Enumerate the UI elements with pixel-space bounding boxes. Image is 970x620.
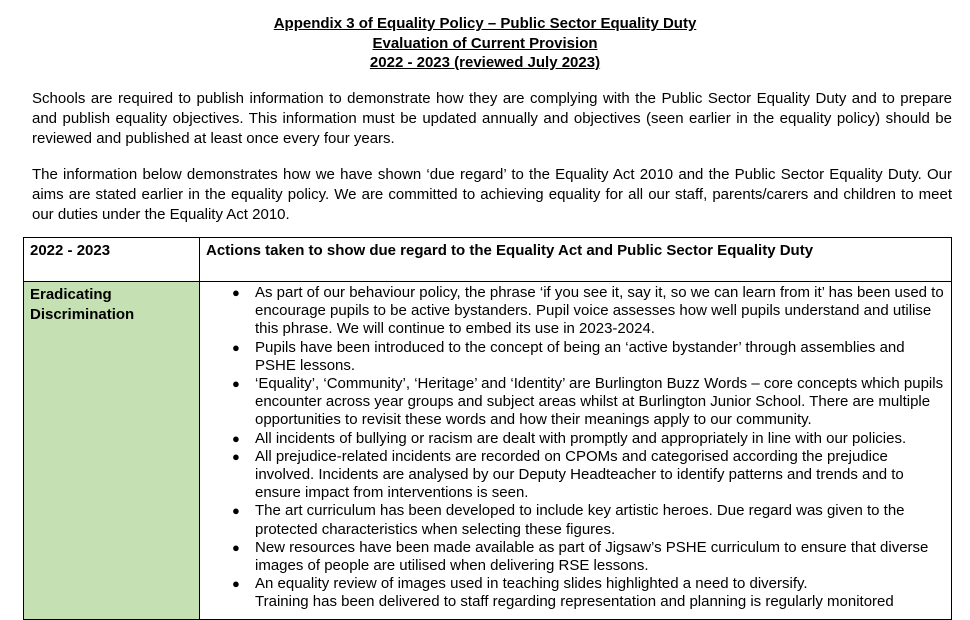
list-item [200,575,945,593]
row-label: Eradicating Discrimination [30,286,135,323]
bullet-icon: ● [232,539,240,555]
list-item [200,375,945,430]
intro-paragraph-1: Schools are required to publish information to demonstrate how they are complying with the Public Sector Equality Duty and to prepare and publish equality objectives. This information must be updated annually and objectives (seen earlier in the equality policy) should be reviewed and published at least once every four years. [32,90,952,147]
document-subtitle: Evaluation of Current Provision [372,34,598,52]
bullet-icon: ● [232,576,240,592]
list-item-text: ‘Equality’, ‘Community’, ‘Heritage’ and ‘Identity’ are Burlington Buzz Words – core concepts which pupils encounter across year groups and subject areas whilst at Burlington Junior School. There are multiple opportunities to revisit these words and how their meanings apply to our community. [255,375,944,429]
intro-paragraph-2: The information below demonstrates how we have shown ‘due regard’ to the Equality Act 2010 and the Public Sector Equality Duty. Our aims are stated earlier in the equality policy. We are committed to achieving equality for all our staff, parents/carers and children to meet our duties under the Equality Act 2010. [32,166,952,223]
table-header-row [24,238,952,282]
document-title: Appendix 3 of Equality Policy – Public Sector Equality Duty [273,15,697,32]
list-item [200,448,945,503]
list-item-text: All prejudice-related incidents are recorded on CPOMs and categorised according the prejudice involved. Incidents are analysed by our Deputy Headteacher to identify patterns and trends and to ensure impact from interventions is seen. [255,447,904,502]
bullet-icon: ● [232,448,240,464]
bullet-icon: ● [232,503,240,519]
row-actions-cell [200,282,952,620]
list-item-text: The art curriculum has been developed to include key artistic heroes. Due regard was given to the protected characteristics when selecting these figures. [255,502,905,538]
document-period: 2022 - 2023 (reviewed July 2023) [369,54,601,71]
list-item [200,430,945,448]
list-item-text: As part of our behaviour policy, the phrase ‘if you see it, say it, so we can learn from it’ has been used to encourage pupils to be active bystanders. Pupil voice assesses how well pupils understand and utilise this phrase. We will continue to embed its use in 2023-2024. [255,284,944,338]
list-item-text: All incidents of bullying or racism are dealt with promptly and appropriately in line with our policies. [255,429,907,447]
list-item [200,284,945,339]
table-row [24,282,952,620]
row-label-cell [24,282,200,620]
list-item [200,539,945,575]
list-item [200,339,945,375]
provision-table [23,237,952,620]
document-heading [0,14,970,73]
year-header: 2022 - 2023 [30,242,111,259]
bullet-icon: ● [232,285,240,300]
bullet-icon: ● [232,339,240,355]
list-item-text: New resources have been made available as part of Jigsaw’s PSHE curriculum to ensure that diverse images of people are utilised when delivering RSE lessons. [255,538,929,575]
actions-list [200,282,951,593]
list-item [200,502,945,538]
list-item-text: Pupils have been introduced to the concept of being an ‘active bystander’ through assemblies and PSHE lessons. [255,338,905,374]
list-continuation: Training has been delivered to staff regarding representation and planning is regularly monitored [255,593,894,611]
header-cell-year [24,238,200,282]
list-item-text: An equality review of images used in teaching slides highlighted a need to diversify. [255,575,808,593]
bullet-icon: ● [232,376,240,392]
actions-header: Actions taken to show due regard to the Equality Act and Public Sector Equality Duty [206,242,814,259]
header-cell-actions [200,238,952,282]
bullet-icon: ● [232,430,240,446]
